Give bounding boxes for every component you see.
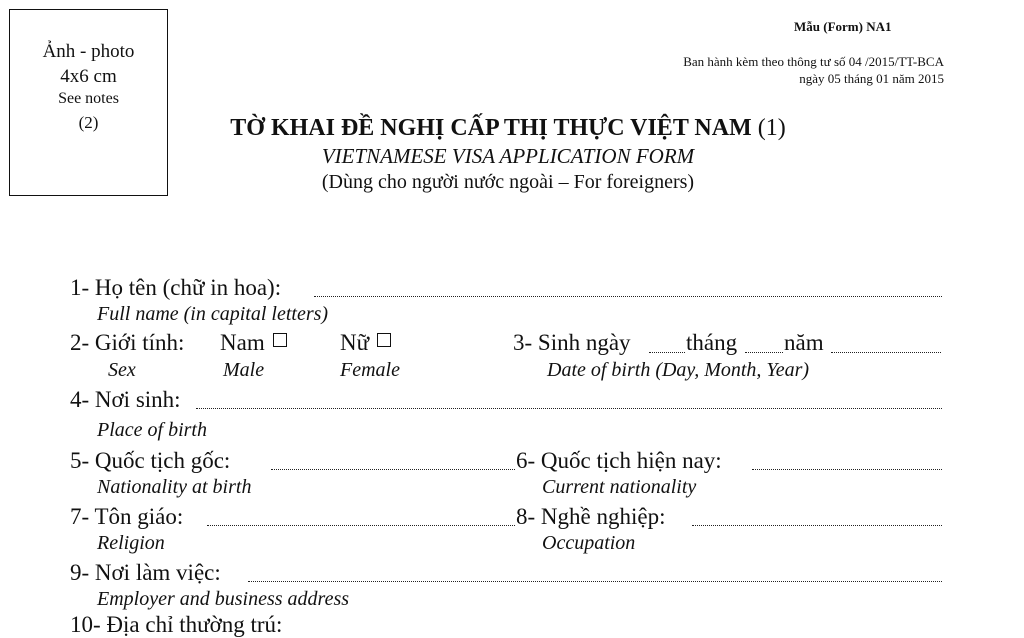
form-title-en: VIETNAMESE VISA APPLICATION FORM: [321, 144, 695, 168]
form-title-vi: TỜ KHAI ĐỀ NGHỊ CẤP THỊ THỰC VIỆT NAM: [230, 115, 752, 141]
employer-line[interactable]: [248, 580, 942, 582]
full-name-label: 1- Họ tên (chữ in hoa):: [70, 275, 282, 300]
nationality-birth-label: 5- Quốc tịch gốc:: [70, 448, 231, 473]
dob-label: 3- Sinh ngày: [513, 330, 631, 355]
dob-sub: Date of birth (Day, Month, Year): [547, 359, 810, 381]
sex-sub: Sex: [108, 359, 136, 381]
place-of-birth-line[interactable]: [196, 407, 942, 409]
dob-month-label: tháng: [686, 330, 738, 355]
photo-label: Ảnh - photo: [42, 41, 135, 62]
photo-note: See notes: [58, 90, 119, 107]
occupation-sub: Occupation: [542, 532, 636, 554]
full-name-sub: Full name (in capital letters): [97, 303, 329, 325]
current-nationality-line[interactable]: [752, 468, 942, 470]
dob-month-line[interactable]: [745, 351, 783, 353]
sex-label: 2- Giới tính:: [70, 330, 185, 355]
dob-year-label: năm: [784, 330, 824, 355]
form-audience: (Dùng cho người nước ngoài – For foreigners): [321, 171, 695, 193]
occupation-label: 8- Nghề nghiệp:: [516, 504, 666, 529]
current-nationality-sub: Current nationality: [542, 476, 697, 498]
sex-male-option: [220, 330, 287, 356]
nationality-birth-sub: Nationality at birth: [97, 476, 252, 498]
religion-sub: Religion: [97, 532, 165, 554]
place-of-birth-sub: Place of birth: [97, 419, 207, 441]
form-title: [0, 115, 1016, 142]
issued-line-2: ngày 05 tháng 01 năm 2015: [799, 71, 944, 86]
employer-label: 9- Nơi làm việc:: [70, 560, 221, 585]
dob-year-line[interactable]: [831, 351, 941, 353]
female-label: Nữ: [340, 330, 370, 355]
employer-sub: Employer and business address: [97, 588, 350, 610]
dob-day-line[interactable]: [649, 351, 685, 353]
photo-note-number: (2): [78, 113, 99, 132]
female-sub: Female: [340, 359, 400, 381]
occupation-line[interactable]: [692, 524, 942, 526]
issued-line-1: Ban hành kèm theo thông tư số 04 /2015/TT-BCA: [683, 54, 944, 69]
male-sub: Male: [223, 359, 265, 381]
form-code: Mẫu (Form) NA1: [794, 19, 892, 34]
nationality-birth-line[interactable]: [271, 468, 515, 470]
current-nationality-label: 6- Quốc tịch hiện nay:: [516, 448, 722, 473]
photo-size: 4x6 cm: [60, 66, 117, 87]
female-checkbox[interactable]: [377, 333, 391, 347]
place-of-birth-label: 4- Nơi sinh:: [70, 387, 181, 412]
full-name-line[interactable]: [314, 295, 942, 297]
religion-label: 7- Tôn giáo:: [70, 504, 184, 529]
religion-line[interactable]: [207, 524, 515, 526]
sex-female-option: [340, 330, 391, 356]
form-title-number: (1): [757, 115, 786, 141]
male-label: Nam: [220, 330, 265, 355]
male-checkbox[interactable]: [273, 333, 287, 347]
permanent-address-label: 10- Địa chỉ thường trú:: [70, 612, 283, 637]
